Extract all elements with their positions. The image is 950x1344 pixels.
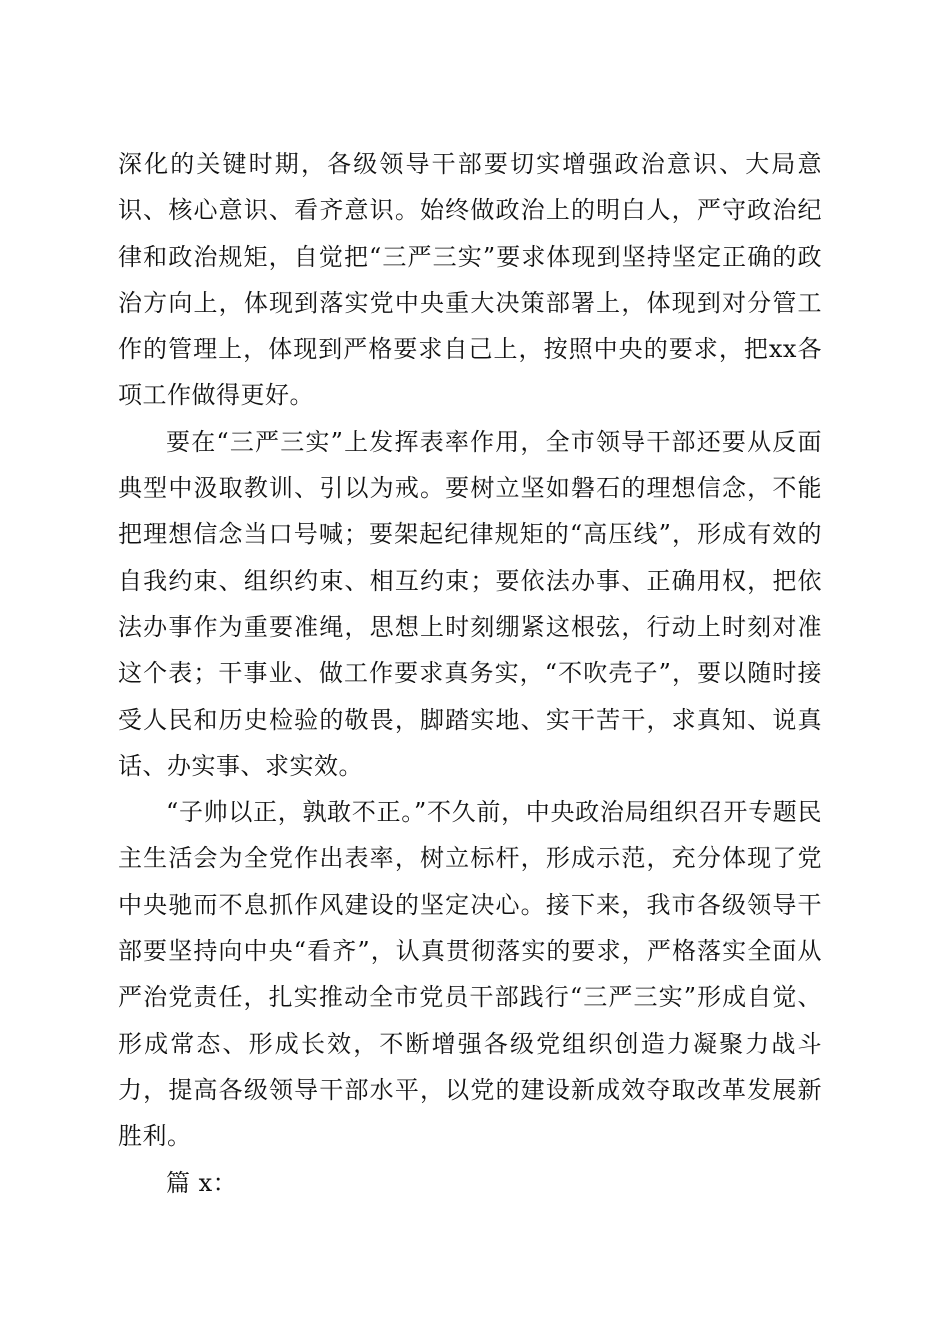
paragraph-continued: 深化的关键时期，各级领导干部要切实增强政治意识、大局意识、核心意识、看齐意识。始终做政治上的明白人，严守政治纪律和政治规矩，自觉把“三严三实”要求体现到坚持坚定正确的政治方向上，体现到落实党中央重大决策部署上，体现到对分管工作的管理上，体现到严格要求自己上，按照中央的要求，把xx各项工作做得更好。 [118,150,822,410]
paragraph-example-role: 要在“三严三实”上发挥表率作用，全市领导干部还要从反面典型中汲取教训、引以为戒。要树立坚如磐石的理想信念，不能把理想信念当口号喊；要架起纪律规矩的“高压线”，形成有效的自我约束、组织约束、相互约束；要依法办事、正确用权，把依法办事作为重要准绳，思想上时刻绷紧这根弦，行动上时刻对准这个表；干事业、做工作要求真务实，“不吹壳子”，要以随时接受人民和历史检验的敬畏，脚踏实地、实干苦干，求真知、说真话、办实事、求实效。 [118,427,822,780]
section-heading: 篇 x： [166,1168,238,1197]
document-body [118,141,822,1206]
paragraph-central-example: “子帅以正，孰敢不正。”不久前，中央政治局组织召开专题民主生活会为全党作出表率，树立标杆，形成示范，充分体现了党中央驰而不息抓作风建设的坚定决心。接下来，我市各级领导干部要坚持向中央“看齐”，认真贯彻落实的要求，严格落实全面从严治党责任，扎实推动全市党员干部践行“三严三实”形成自觉、形成常态、形成长效，不断增强各级党组织创造力凝聚力战斗力，提高各级领导干部水平，以党的建设新成效夺取改革发展新胜利。 [118,798,822,1151]
